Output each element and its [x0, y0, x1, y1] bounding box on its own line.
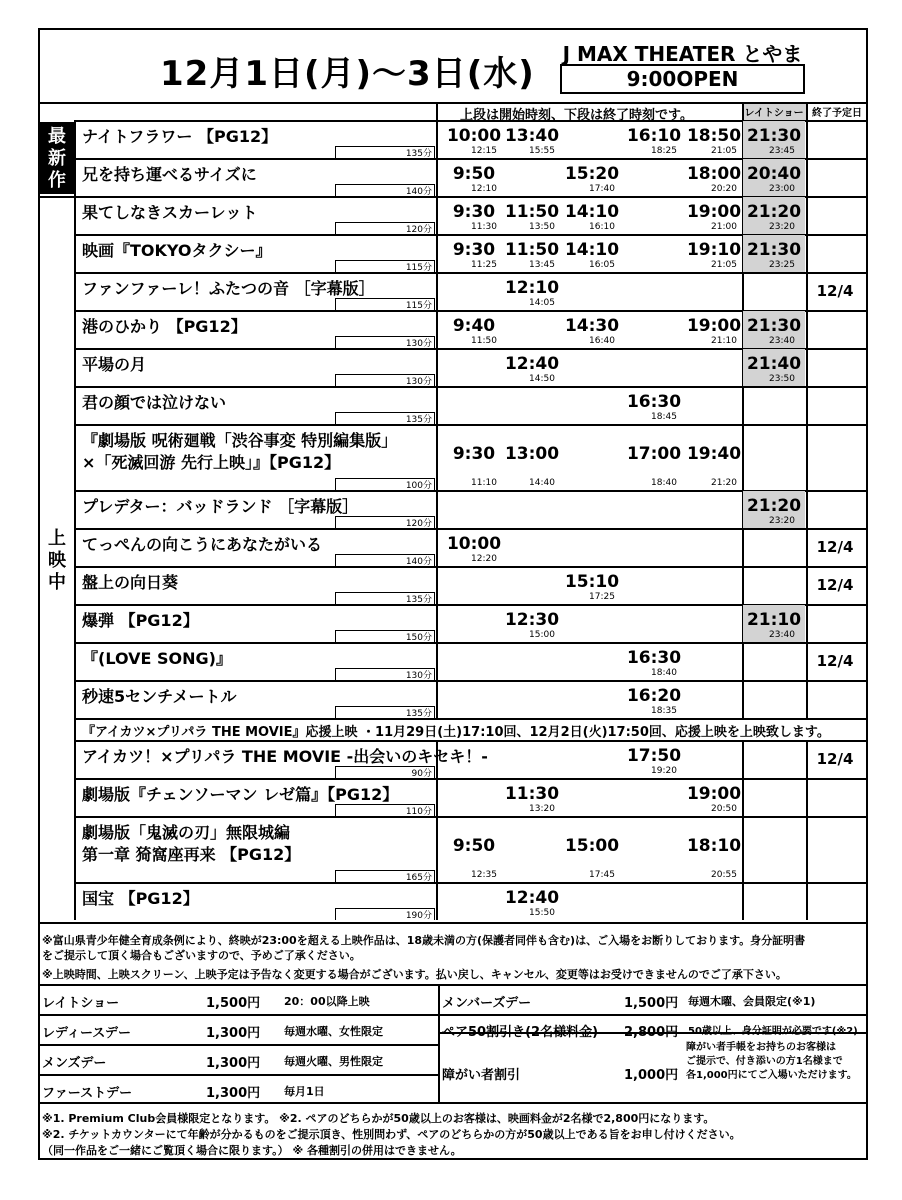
showtime-end: 15:55	[529, 146, 555, 156]
theater-name: J MAX THEATER とやま	[562, 42, 803, 66]
showtime-end: 11:25	[471, 260, 497, 270]
showtime-end: 21:10	[711, 336, 737, 346]
showtime-end: 18:45	[651, 412, 677, 422]
footnote-3: （同一作品をご一緒にご覧頂く場合に限ります。） ※ 各種割引の併用はできません。	[42, 1144, 462, 1157]
runtime: 190分	[405, 911, 432, 921]
showtime-end: 13:20	[529, 804, 555, 814]
showtime-start[interactable]: 9:30	[452, 444, 496, 464]
price-members-price: 1,500円	[624, 996, 679, 1011]
runtime: 135分	[405, 709, 432, 719]
late-show-end: 23:50	[769, 374, 795, 384]
price-mens-name: メンズデー	[42, 1056, 107, 1071]
enddate-column-divider	[806, 740, 808, 920]
movie-title: 平場の月	[82, 355, 147, 374]
runtime: 135分	[405, 415, 432, 425]
showtime-start[interactable]: 19:00	[686, 316, 742, 336]
open-time: 9:00OPEN	[560, 64, 805, 94]
movie-title: 映画『TOKYOタクシー』	[82, 241, 272, 260]
showtime-start[interactable]: 19:00	[686, 202, 742, 222]
showtime-end: 21:05	[711, 260, 737, 270]
showtime-start[interactable]: 9:50	[452, 836, 496, 856]
price-members-note: 毎週木曜、会員限定(※1)	[688, 995, 816, 1008]
showtime-end: 20:50	[711, 804, 737, 814]
late-show-end: 23:20	[769, 222, 795, 232]
movie-title: プレデター：バッドランド ［字幕版］	[82, 497, 359, 516]
price-ladies-price: 1,300円	[206, 1026, 261, 1041]
end-date-header: 終了予定日	[812, 108, 862, 119]
late-show-end: 23:00	[769, 184, 795, 194]
late-show-end: 23:20	[769, 516, 795, 526]
showtime-start[interactable]: 13:00	[504, 444, 560, 464]
late-show-start[interactable]: 21:30	[746, 316, 802, 336]
runtime: 140分	[405, 557, 432, 567]
late-show-start[interactable]: 21:30	[746, 240, 802, 260]
price-disability-price: 1,000円	[624, 1068, 679, 1083]
showtime-end: 12:15	[471, 146, 497, 156]
showtime-start[interactable]: 10:00	[446, 126, 502, 146]
runtime: 90分	[411, 769, 432, 779]
showtime-end: 14:50	[529, 374, 555, 384]
showtime-end: 12:20	[471, 554, 497, 564]
price-first-note: 毎月1日	[284, 1085, 325, 1098]
movie-title: ファンファーレ！ふたつの音 ［字幕版］	[82, 279, 375, 298]
price-pair-price: 2,800円	[624, 1025, 679, 1040]
row-divider	[74, 882, 868, 884]
runtime: 115分	[405, 263, 432, 273]
late-column-divider	[742, 740, 744, 920]
showtime-start[interactable]: 9:50	[452, 164, 496, 184]
movie-title: 爆弾 【PG12】	[82, 611, 199, 630]
price-first-name: ファーストデー	[42, 1086, 133, 1101]
runtime: 135分	[405, 149, 432, 159]
showtime-start[interactable]: 19:10	[686, 240, 742, 260]
showtime-start[interactable]: 13:40	[504, 126, 560, 146]
late-show-end: 23:25	[769, 260, 795, 270]
showtime-end: 21:05	[711, 146, 737, 156]
showtime-start[interactable]: 18:10	[686, 836, 742, 856]
showtime-end: 17:40	[589, 184, 615, 194]
price-disability-note-3: 各1,000円にてご入場いただけます。	[686, 1070, 857, 1081]
end-date: 12/4	[816, 652, 854, 670]
notice-age-2: をご提示して頂く場合もございますので、予めご了承ください。	[42, 949, 361, 962]
runtime: 135分	[405, 595, 432, 605]
price-mens-note: 毎週火曜、男性限定	[284, 1055, 383, 1068]
showtime-end: 20:55	[711, 870, 737, 880]
showtime-start[interactable]: 19:00	[686, 784, 742, 804]
late-show-start[interactable]: 21:10	[746, 610, 802, 630]
showtime-start[interactable]: 9:30	[452, 202, 496, 222]
showtime-end: 18:25	[651, 146, 677, 156]
price-first-price: 1,300円	[206, 1086, 261, 1101]
showtime-start[interactable]: 10:00	[446, 534, 502, 554]
row-divider	[74, 566, 868, 568]
showtime-start[interactable]: 14:10	[564, 202, 620, 222]
showtime-end: 15:50	[529, 908, 555, 918]
price-ladies-name: レディースデー	[42, 1026, 132, 1041]
row-divider	[74, 272, 868, 274]
notice-change: ※上映時間、上映スクリーン、上映予定は予告なく変更する場合がございます。払い戻し、キャンセル、変更等はお受けできませんのでご了承下さい。	[42, 968, 787, 981]
showtime-end: 13:50	[529, 222, 555, 232]
category-new: 最 新 作	[40, 122, 74, 194]
showtime-start[interactable]: 9:30	[452, 240, 496, 260]
showtime-start[interactable]: 12:10	[504, 278, 560, 298]
showtime-end: 15:00	[529, 630, 555, 640]
late-show-start[interactable]: 21:40	[746, 354, 802, 374]
movie-title-line2: ×「死滅回游 先行上映」』【PG12】	[82, 453, 341, 472]
showtime-end: 14:05	[529, 298, 555, 308]
showtime-start[interactable]: 11:50	[504, 202, 560, 222]
runtime: 130分	[405, 339, 432, 349]
showtime-start[interactable]: 16:30	[626, 392, 682, 412]
showtime-end: 21:00	[711, 222, 737, 232]
category-showing: 上 映 中	[48, 528, 66, 593]
showtime-end: 18:35	[651, 706, 677, 716]
showtime-start[interactable]: 17:00	[626, 444, 682, 464]
banner-top-line	[74, 718, 868, 720]
row-divider	[74, 680, 868, 682]
showtime-start[interactable]: 14:10	[564, 240, 620, 260]
price-mens-price: 1,300円	[206, 1056, 261, 1071]
showtime-start[interactable]: 11:30	[504, 784, 560, 804]
showtime-end: 12:10	[471, 184, 497, 194]
movie-title: 盤上の向日葵	[82, 573, 179, 592]
showtime-end: 11:30	[471, 222, 497, 232]
end-date: 12/4	[816, 750, 854, 768]
showtime-end: 16:10	[589, 222, 615, 232]
late-show-start[interactable]: 21:30	[746, 126, 802, 146]
late-show-header: レイトショー	[744, 108, 804, 119]
footnote-2: ※2. チケットカウンターにて年齢が分かるものをご提示頂き、性別問わず、ペアのどちらかの方が50歳以上である旨をお申し付けください。	[42, 1128, 741, 1141]
grid-bottom-line	[38, 922, 868, 924]
time-column-divider	[436, 102, 438, 718]
price-pair-name: ペア50割引き(2名様料金)	[442, 1025, 599, 1040]
showtime-start[interactable]: 9:40	[452, 316, 496, 336]
showtime-end: 11:50	[471, 336, 497, 346]
runtime: 120分	[405, 225, 432, 235]
showtime-end: 18:40	[651, 668, 677, 678]
movie-title: てっぺんの向こうにあなたがいる	[82, 535, 323, 554]
showtime-end: 16:05	[589, 260, 615, 270]
row-divider	[74, 816, 868, 818]
price-late-note: 20：00以降上映	[284, 995, 370, 1008]
row-divider	[74, 740, 868, 742]
date-range: 12月1日(月)～3日(水)	[160, 54, 535, 94]
end-date: 12/4	[816, 538, 854, 556]
showtime-start[interactable]: 18:00	[686, 164, 742, 184]
showtime-end: 21:20	[711, 478, 737, 488]
runtime: 165分	[405, 873, 432, 883]
footnote-1: ※1. Premium Club会員様限定となります。 ※2. ペアのどちらかが50歳以上のお客様は、映画料金が2名様で2,800円になります。	[42, 1112, 715, 1125]
runtime: 110分	[405, 807, 432, 817]
row-divider	[74, 386, 868, 388]
showtime-end: 11:10	[471, 478, 497, 488]
category-divider	[74, 120, 76, 920]
late-show-end: 23:40	[769, 630, 795, 640]
showtime-end: 17:25	[589, 592, 615, 602]
showtime-end: 12:35	[471, 870, 497, 880]
movie-title: 港のひかり 【PG12】	[82, 317, 247, 336]
runtime: 120分	[405, 519, 432, 529]
movie-title: アイカツ！×プリパラ THE MOVIE -出会いのキセキ！-	[82, 747, 488, 766]
end-date: 12/4	[816, 282, 854, 300]
runtime: 130分	[405, 377, 432, 387]
price-ladies-note: 毎週水曜、女性限定	[284, 1025, 383, 1038]
runtime: 140分	[405, 187, 432, 197]
runtime: 100分	[405, 481, 432, 491]
movie-title: ナイトフラワー 【PG12】	[82, 127, 278, 146]
time-legend: 上段は開始時刻、下段は終了時刻です。	[460, 108, 693, 123]
movie-title: 劇場版『チェンソーマン レゼ篇』【PG12】	[82, 785, 399, 804]
price-late-name: レイトショー	[42, 996, 120, 1011]
showtime-start[interactable]: 17:50	[626, 746, 682, 766]
movie-title-line2: 第一章 猗窩座再来 【PG12】	[82, 845, 301, 864]
showtime-start[interactable]: 12:30	[504, 610, 560, 630]
movie-title: 『劇場版 呪術廻戦「渋谷事変 特別編集版」	[82, 431, 398, 450]
showtime-end: 16:40	[589, 336, 615, 346]
movie-title: 国宝 【PG12】	[82, 889, 199, 908]
movie-title: 果てしなきスカーレット	[82, 203, 258, 222]
movie-title: 兄を持ち運べるサイズに	[82, 165, 257, 184]
showtime-start[interactable]: 15:10	[564, 572, 620, 592]
showtime-start[interactable]: 16:20	[626, 686, 682, 706]
runtime: 115分	[405, 301, 432, 311]
late-show-end: 23:40	[769, 336, 795, 346]
row-divider	[74, 642, 868, 644]
movie-title: 劇場版「鬼滅の刃」無限城編	[82, 823, 291, 842]
end-date: 12/4	[816, 576, 854, 594]
runtime: 150分	[405, 633, 432, 643]
showtime-start[interactable]: 14:30	[564, 316, 620, 336]
showtime-end: 13:45	[529, 260, 555, 270]
late-show-start[interactable]: 21:20	[746, 496, 802, 516]
notice-age-1: ※富山県青少年健全育成条例により、終映が23:00を超える上映作品は、18歳未満の方(保護者同伴も含む)は、ご入場をお断りしております。身分証明書	[42, 934, 806, 947]
movie-title: 『(LOVE SONG)』	[82, 649, 232, 668]
row-divider	[74, 424, 868, 426]
price-members-name: メンバーズデー	[442, 996, 532, 1011]
movie-title: 秒速5センチメートル	[82, 687, 237, 706]
late-show-start[interactable]: 21:20	[746, 202, 802, 222]
showtime-start[interactable]: 12:40	[504, 354, 560, 374]
event-banner: 『アイカツ×プリパラ THE MOVIE』応援上映 ・11月29日(土)17:10回、12月2日(火)17:50回、応援上映を上映致します。	[82, 725, 830, 740]
price-disability-name: 障がい者割引	[442, 1068, 521, 1083]
late-show-end: 23:45	[769, 146, 795, 156]
row-divider	[74, 528, 868, 530]
showtime-start[interactable]: 11:50	[504, 240, 560, 260]
price-table	[38, 984, 868, 1104]
enddate-column-divider	[806, 102, 808, 718]
price-pair-note: 50歳以上、身分証明が必要です(※2)	[688, 1026, 858, 1037]
showtime-end: 20:20	[711, 184, 737, 194]
showtime-start[interactable]: 15:00	[564, 836, 620, 856]
showtime-start[interactable]: 16:30	[626, 648, 682, 668]
showtime-start[interactable]: 12:40	[504, 888, 560, 908]
showtime-start[interactable]: 16:10	[626, 126, 682, 146]
row-divider	[74, 778, 868, 780]
runtime: 130分	[405, 671, 432, 681]
showtime-end: 17:45	[589, 870, 615, 880]
price-disability-note-2: ご提示で、付き添いの方1名様まで	[686, 1056, 843, 1067]
showtime-start[interactable]: 15:20	[564, 164, 620, 184]
showtime-start[interactable]: 18:50	[686, 126, 742, 146]
price-late-price: 1,500円	[206, 996, 261, 1011]
late-show-start[interactable]: 20:40	[746, 164, 802, 184]
movie-title: 君の顔では泣けない	[82, 393, 227, 412]
showtime-end: 14:40	[529, 478, 555, 488]
showtime-end: 19:20	[651, 766, 677, 776]
price-disability-note-1: 障がい者手帳をお持ちのお客様は	[686, 1042, 836, 1053]
showtime-start[interactable]: 19:40	[686, 444, 742, 464]
showtime-end: 18:40	[651, 478, 677, 488]
